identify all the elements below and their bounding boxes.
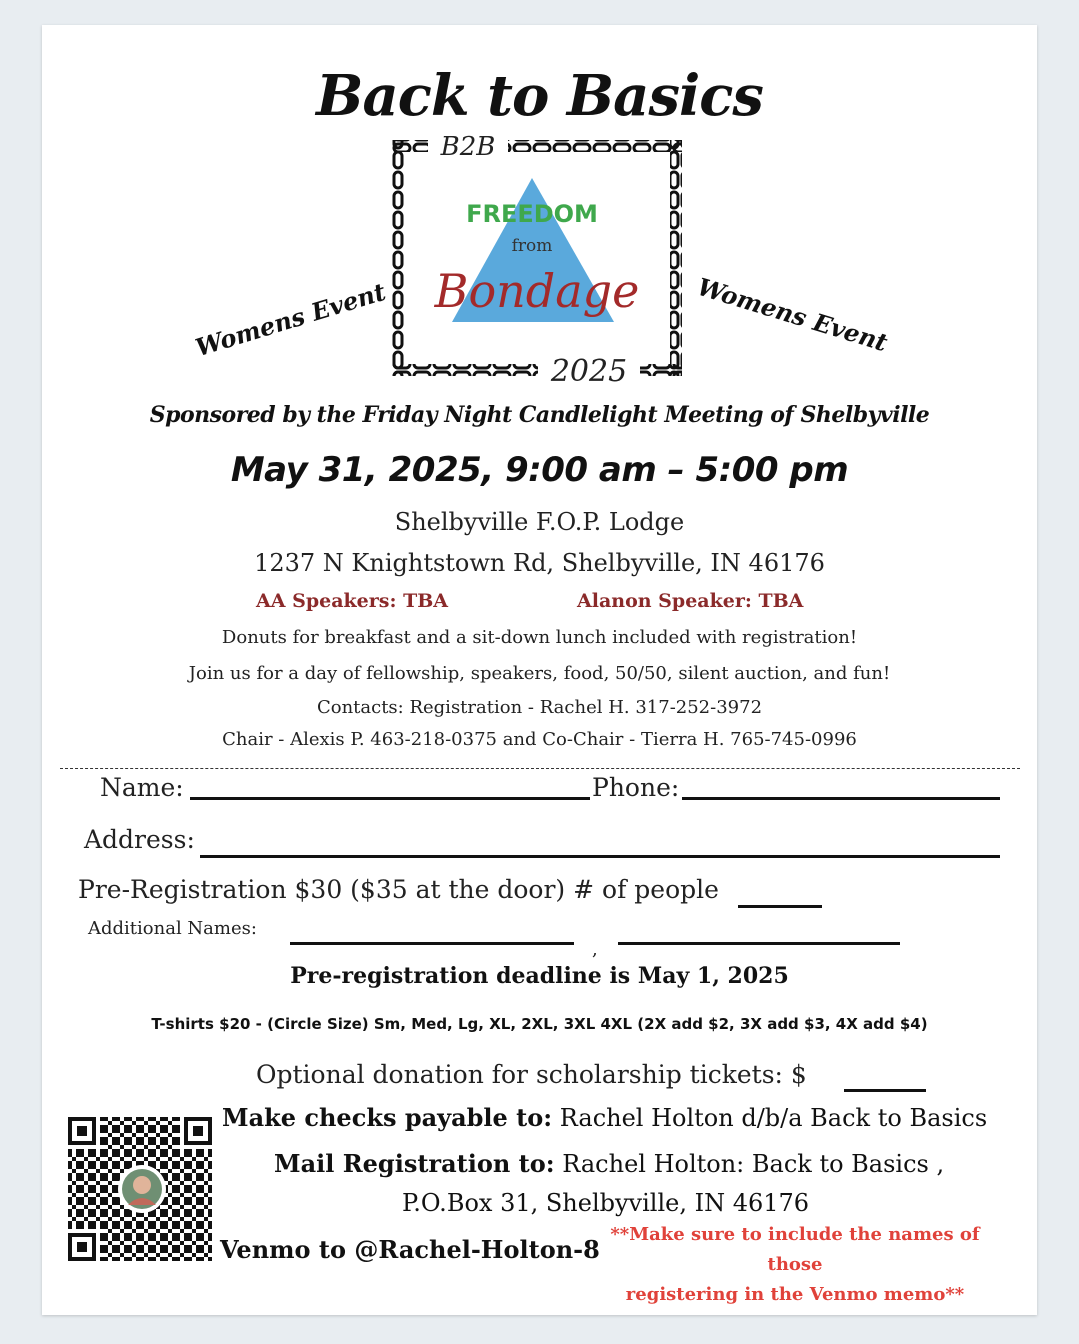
flyer-title: Back to Basics xyxy=(316,63,763,129)
checks-payable xyxy=(222,1103,987,1132)
flyer-page xyxy=(42,25,1037,1315)
event-venue: Shelbyville F.O.P. Lodge xyxy=(394,508,685,536)
venmo-note xyxy=(590,1220,1000,1310)
additional-name-2-field[interactable] xyxy=(618,942,900,945)
address-label: Address: xyxy=(84,825,195,854)
pobox-address: P.O.Box 31, Shelbyville, IN 46176 xyxy=(402,1189,810,1217)
donation-field[interactable] xyxy=(844,1089,926,1092)
additional-name-1-field[interactable] xyxy=(290,942,574,945)
mail-registration xyxy=(274,1149,944,1178)
event-datetime: May 31, 2025, 9:00 am – 5:00 pm xyxy=(230,450,849,490)
tshirts-text: T-shirts $20 - (Circle Size) Sm, Med, Lg, XL, 2XL, 3XL 4XL (2X add $2, 3X add $3, 4X add $4) xyxy=(151,1015,928,1033)
address-field[interactable] xyxy=(200,855,1000,858)
aa-speakers: AA Speakers: TBA xyxy=(256,590,449,612)
phone-label: Phone: xyxy=(592,773,680,802)
additional-names-label: Additional Names: xyxy=(88,918,257,939)
checks-value: Rachel Holton d/b/a Back to Basics xyxy=(559,1104,988,1132)
checks-label: Make checks payable to: xyxy=(222,1103,553,1132)
deadline-text: Pre-registration deadline is May 1, 2025 xyxy=(290,963,789,989)
b2b-logo xyxy=(392,130,682,390)
activities-info: Join us for a day of fellowship, speakers, food, 50/50, silent auction, and fun! xyxy=(188,663,891,684)
donation-label: Optional donation for scholarship tickets: $ xyxy=(256,1060,807,1089)
alanon-speaker: Alanon Speaker: TBA xyxy=(577,590,804,612)
cut-line xyxy=(60,768,1020,769)
venmo-handle: Venmo to @Rachel-Holton-8 xyxy=(220,1235,600,1264)
logo-freedom: FREEDOM xyxy=(466,200,598,228)
logo-year: 2025 xyxy=(550,354,628,389)
sponsor-line: Sponsored by the Friday Night Candlelight Meeting of Shelbyville xyxy=(149,402,930,428)
venmo-note-line-1: **Make sure to include the names of those xyxy=(610,1224,980,1275)
mail-label: Mail Registration to: xyxy=(274,1149,555,1178)
logo-from: from xyxy=(511,236,553,256)
qr-code xyxy=(68,1117,212,1261)
logo-bondage: Bondage xyxy=(434,264,640,318)
phone-field[interactable] xyxy=(682,797,1000,800)
name-field[interactable] xyxy=(190,797,590,800)
logo-b2b: B2B xyxy=(440,132,496,162)
food-info: Donuts for breakfast and a sit-down lunch included with registration! xyxy=(221,627,858,648)
chairs-info: Chair - Alexis P. 463-218-0375 and Co-Chair - Tierra H. 765-745-0996 xyxy=(222,729,857,750)
mail-value: Rachel Holton: Back to Basics , xyxy=(562,1150,945,1178)
womens-event-right: Womens Event xyxy=(694,271,891,358)
venmo-note-line-2: registering in the Venmo memo** xyxy=(625,1284,965,1305)
name-label: Name: xyxy=(100,773,184,802)
contacts-info: Contacts: Registration - Rachel H. 317-252-3972 xyxy=(316,697,763,718)
womens-event-left: Womens Event xyxy=(192,276,389,363)
event-address: 1237 N Knightstown Rd, Shelbyville, IN 46176 xyxy=(254,549,825,577)
people-count-field[interactable] xyxy=(738,905,822,908)
chain-frame-icon xyxy=(392,130,682,390)
prereg-label: Pre-Registration $30 ($35 at the door) # of people xyxy=(78,875,719,904)
qr-code-icon xyxy=(68,1117,212,1261)
additional-names-separator: , xyxy=(592,939,598,960)
